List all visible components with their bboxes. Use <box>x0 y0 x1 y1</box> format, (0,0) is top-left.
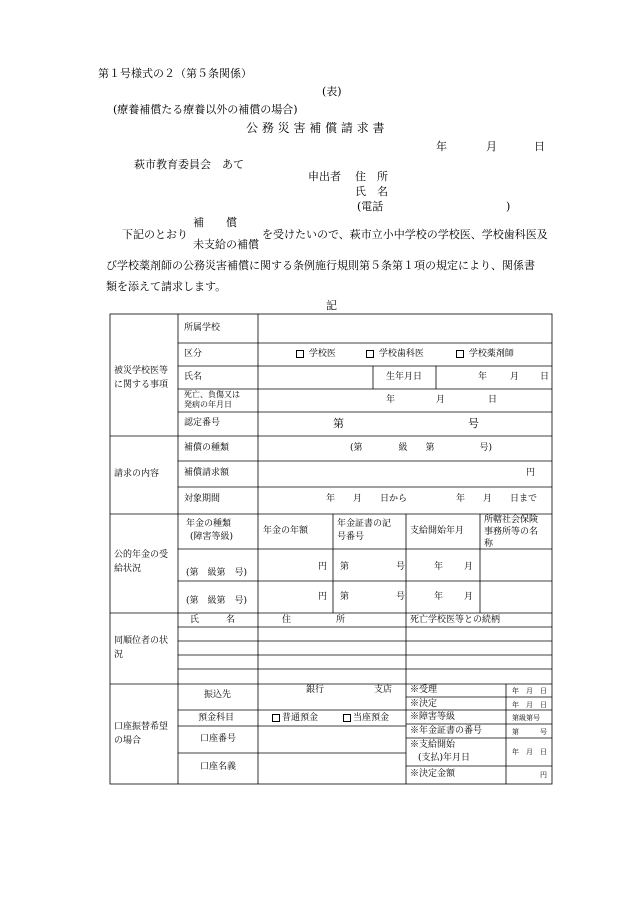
claim-period-from: 年 月 日から <box>326 494 408 504</box>
deposit-option-ordinary[interactable]: 普通預金 <box>272 713 318 724</box>
claim-type-label: 補償の種類 <box>184 443 230 453</box>
checkbox-icon[interactable] <box>343 714 351 722</box>
applicant-label: 申出者 <box>308 170 341 183</box>
pension-header-cert-2: 号番号 <box>337 532 365 542</box>
checkbox-icon[interactable] <box>296 350 304 358</box>
applicant-phone: (電話 <box>357 200 384 213</box>
cert-go: 号 <box>468 417 479 430</box>
applicant-address: 住 所 <box>355 170 388 183</box>
ki-label: 記 <box>326 299 337 312</box>
page-title: 公 務 災 害 補 償 請 求 書 <box>246 121 385 135</box>
body-prefix: 下記のとおり <box>122 228 188 241</box>
pension-header-office-2: 事務所等の名 <box>484 527 539 537</box>
bank-name-unit: 銀行 <box>306 685 325 695</box>
office-decide: ※決定 <box>410 699 438 709</box>
claim-period-to: 年 月 日まで <box>456 494 538 504</box>
bank-account-label: 口座番号 <box>200 734 237 744</box>
office-accept: ※受理 <box>410 685 438 695</box>
stack-bottom: 未支給の補償 <box>193 238 259 251</box>
office-cert-dai: 第 <box>512 728 519 736</box>
claim-period-label: 対象期間 <box>184 494 221 504</box>
section-bank-label: 口座振替希望の場合 <box>114 722 169 746</box>
date-month: 月 <box>486 140 497 153</box>
pension-row1-dai: 第 <box>340 562 350 572</box>
office-start-1: ※支給開始 <box>410 740 456 750</box>
bank-transfer-label: 振込先 <box>204 690 232 700</box>
pension-row1-grade: (第 級第 号) <box>186 568 248 578</box>
pension-row1-year: 年 <box>434 562 444 572</box>
section-claim-label: 請求の内容 <box>114 469 160 479</box>
cert-dai: 第 <box>333 417 344 430</box>
pension-row1-month: 月 <box>464 562 474 572</box>
subtitle: (療養補償たる療養以外の補償の場合) <box>113 103 298 116</box>
death-year: 年 <box>386 395 396 405</box>
cert-label: 認定番号 <box>184 418 221 428</box>
body-line1: を受けたいので、萩市立小中学校の学校医、学校歯科医及 <box>262 228 548 241</box>
heirs-col-relation: 死亡学校医等との続柄 <box>410 615 501 625</box>
section-pension-label: 公的年金の受給状況 <box>114 550 169 574</box>
side-label: (表) <box>322 85 342 98</box>
body-line2: び学校薬剤師の公務災害補償に関する条例施行規則第５条第１項の規定により、関係書 <box>106 259 535 272</box>
death-day: 日 <box>488 395 498 405</box>
date-day: 日 <box>534 140 545 153</box>
dob-label: 生年月日 <box>386 372 423 382</box>
pension-header-type: 年金の種類 <box>186 519 232 529</box>
bank-deposit-label: 預金科目 <box>198 713 235 723</box>
office-grade: ※障害等級 <box>410 712 456 722</box>
section-heirs-label: 同順位者の状況 <box>114 636 169 660</box>
office-amount-yen: 円 <box>540 771 547 779</box>
category-option-3[interactable]: 学校薬剤師 <box>456 349 514 360</box>
body-line3: 類を添えて請求します。 <box>106 280 227 293</box>
office-cert: ※年金証書の番号 <box>410 726 483 736</box>
pension-row2-yen: 円 <box>318 592 328 602</box>
applicant-phone-close: ) <box>506 200 511 213</box>
office-amount: ※決定金額 <box>410 769 456 779</box>
office-start-2: (支払)年月日 <box>418 753 471 763</box>
death-month: 月 <box>436 395 446 405</box>
addressee: 萩市教育委員会 あて <box>134 158 244 171</box>
pension-row2-go: 号 <box>396 592 406 602</box>
office-grade-value: 第級第号 <box>512 714 540 722</box>
category-label: 区分 <box>184 349 203 359</box>
category-option-2[interactable]: 学校歯科医 <box>366 349 424 360</box>
pension-header-start: 支給開始年月 <box>410 526 465 536</box>
bank-holder-label: 口座名義 <box>200 762 237 772</box>
section-victim-label: 被災学校医等に関する事項 <box>114 366 169 390</box>
dob-day: 日 <box>540 372 550 382</box>
office-start-date: 年 月 日 <box>512 748 547 756</box>
school-label: 所属学校 <box>184 323 221 333</box>
dob-year: 年 <box>478 372 488 382</box>
heirs-col-name: 氏 名 <box>190 615 236 625</box>
pension-header-amount: 年金の年額 <box>263 526 309 536</box>
office-accept-date: 年 月 日 <box>512 687 547 695</box>
pension-header-office-1: 所轄社会保険 <box>484 515 539 525</box>
claim-type-value: (第 級 第 号) <box>350 443 493 453</box>
office-cert-go: 号 <box>540 728 547 736</box>
pension-row1-go: 号 <box>396 562 406 572</box>
office-decide-date: 年 月 日 <box>512 701 547 709</box>
death-label-2: 発病の年月日 <box>184 400 232 409</box>
bank-branch-unit: 支店 <box>374 685 393 695</box>
pension-header-grade: (障害等級) <box>190 532 234 542</box>
pension-header-cert-1: 年金証書の記 <box>337 519 392 529</box>
pension-row2-dai: 第 <box>340 592 350 602</box>
death-label-1: 死亡、負傷又は <box>184 390 240 399</box>
applicant-name: 氏 名 <box>355 185 388 198</box>
pension-row1-yen: 円 <box>318 562 328 572</box>
pension-row2-year: 年 <box>434 592 444 602</box>
heirs-col-address: 住 所 <box>282 615 346 625</box>
date-year: 年 <box>436 140 447 153</box>
pension-row2-grade: (第 級第 号) <box>186 596 248 606</box>
dob-month: 月 <box>510 372 520 382</box>
form-number: 第１号様式の２（第５条関係） <box>98 67 252 80</box>
checkbox-icon[interactable] <box>272 714 280 722</box>
pension-row2-month: 月 <box>464 592 474 602</box>
pension-header-office-3: 称 <box>484 539 494 549</box>
claim-amount-label: 補償請求額 <box>184 468 230 478</box>
category-option-1[interactable]: 学校医 <box>296 349 336 360</box>
stack-top: 補 償 <box>193 216 237 229</box>
claim-amount-unit: 円 <box>526 468 536 478</box>
checkbox-icon[interactable] <box>456 350 464 358</box>
checkbox-icon[interactable] <box>366 350 374 358</box>
name-label: 氏名 <box>184 372 203 382</box>
deposit-option-current[interactable]: 当座預金 <box>343 713 389 724</box>
